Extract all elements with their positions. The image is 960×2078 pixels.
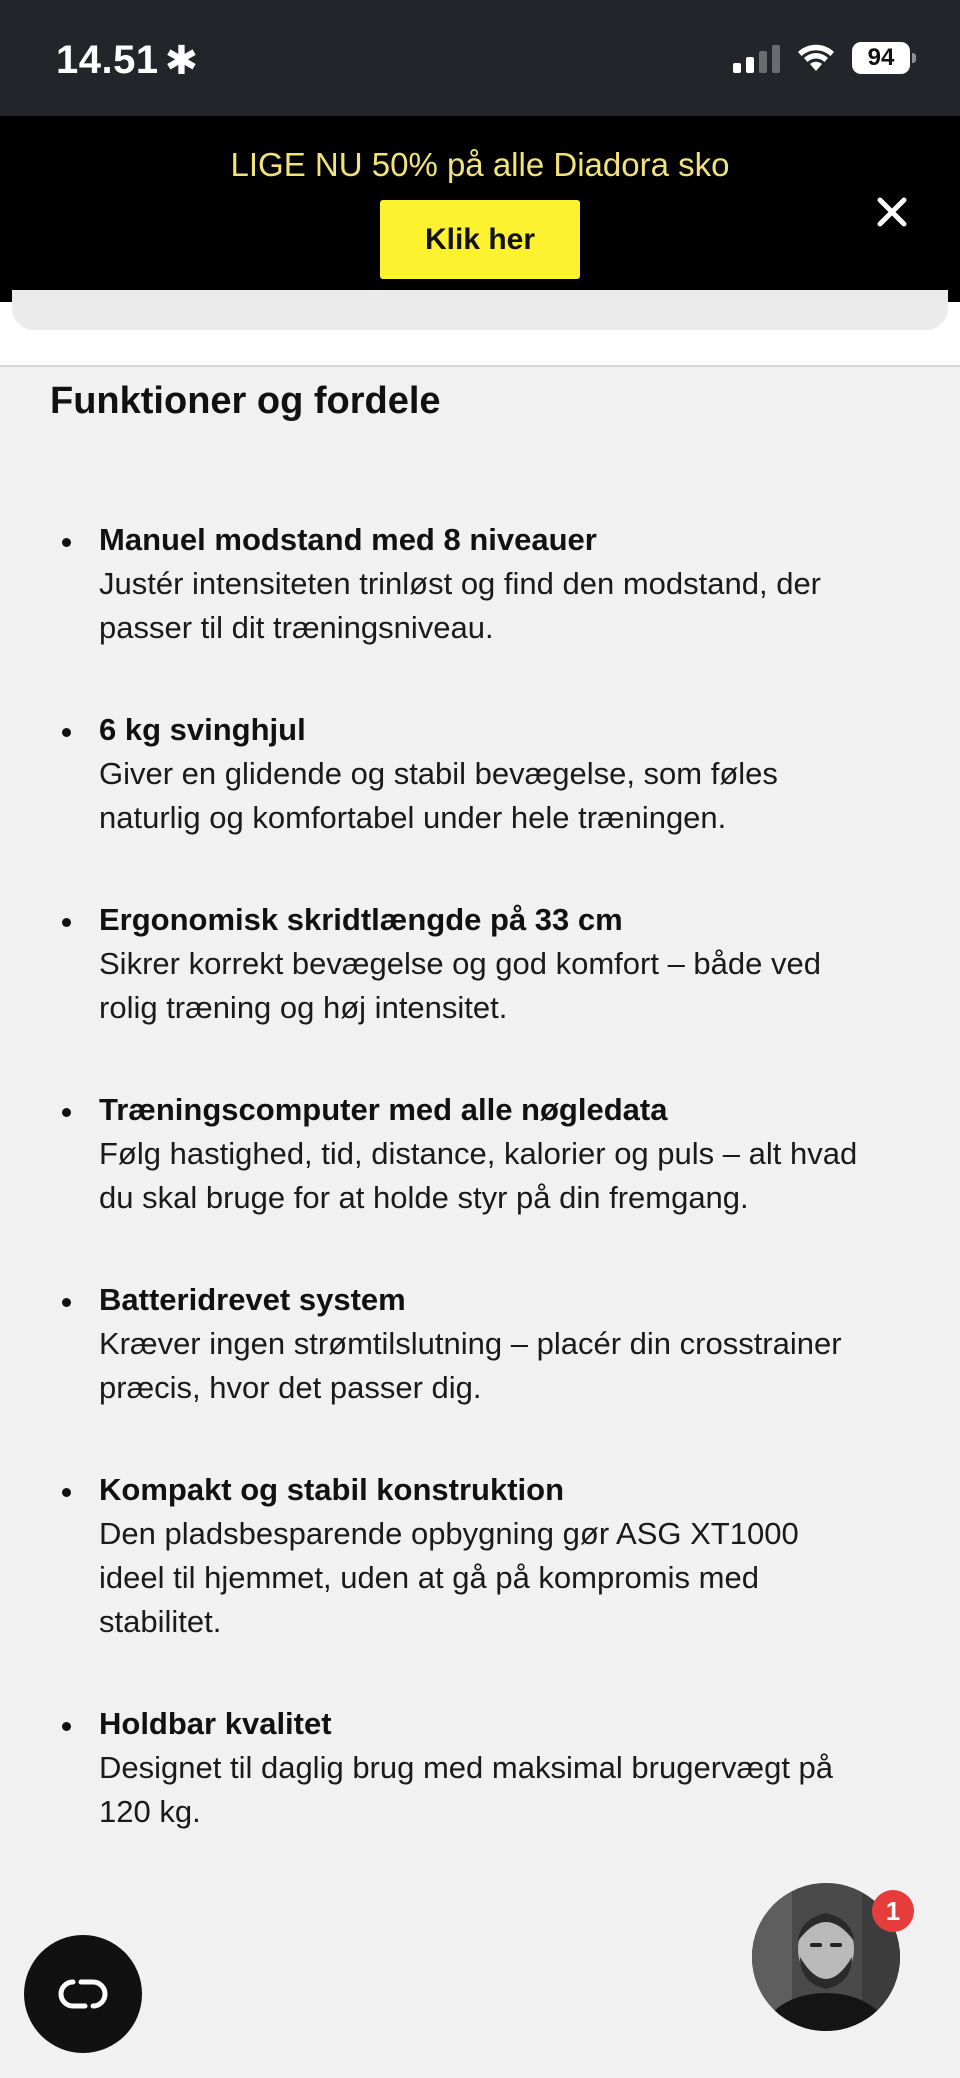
loop-logo-icon	[51, 1976, 115, 2012]
feature-item	[50, 708, 870, 840]
feature-title: Batteridrevet system	[99, 1282, 406, 1317]
wifi-icon	[796, 43, 836, 73]
section-title: Funktioner og fordele	[50, 380, 441, 422]
feature-description: Den pladsbesparende opbygning gør ASG XT1000 ideel til hjemmet, uden at gå på kompromis med stabilitet.	[99, 1516, 799, 1639]
feature-description: Giver en glidende og stabil bevægelse, som føles naturlig og komfortabel under hele træningen.	[99, 756, 778, 835]
feature-title: Kompakt og stabil konstruktion	[99, 1472, 565, 1507]
feature-description: Følg hastighed, tid, distance, kalorier og puls – alt hvad du skal bruge for at holde styr på din fremgang.	[99, 1136, 858, 1215]
feature-description: Sikrer korrekt bevægelse og god komfort – både ved rolig træning og høj intensitet.	[99, 946, 821, 1025]
feature-title: 6 kg svinghjul	[99, 712, 306, 747]
promo-cta-button[interactable]: Klik her	[380, 200, 580, 279]
status-time	[56, 38, 199, 83]
feature-item	[50, 1278, 870, 1410]
cellular-signal-icon	[733, 43, 780, 73]
asterisk-icon: ✱	[164, 38, 199, 83]
feature-title: Manuel modstand med 8 niveauer	[99, 522, 597, 557]
promo-banner	[0, 116, 960, 302]
feature-title: Træningscomputer med alle nøgledata	[99, 1092, 668, 1127]
feature-item	[50, 1088, 870, 1220]
promo-text: LIGE NU 50% på alle Diadora sko	[230, 146, 730, 183]
battery-icon	[852, 42, 910, 74]
close-icon[interactable]	[872, 192, 912, 232]
feature-list	[50, 518, 870, 1834]
feature-item	[50, 1468, 870, 1644]
card-edge	[12, 290, 948, 330]
feature-description: Kræver ingen strømtilslutning – placér din crosstrainer præcis, hvor det passer dig.	[99, 1326, 842, 1405]
feature-description: Justér intensiteten trinløst og find den modstand, der passer til dit træningsniveau.	[99, 566, 822, 645]
feature-title: Holdbar kvalitet	[99, 1706, 332, 1741]
feature-item	[50, 898, 870, 1030]
battery-level: 94	[867, 44, 895, 71]
status-bar	[0, 0, 960, 116]
section-divider	[0, 365, 960, 367]
loop-widget-button[interactable]	[24, 1935, 142, 2053]
feature-item	[50, 518, 870, 650]
status-indicators	[733, 42, 910, 74]
clock-text: 14.51	[56, 38, 159, 82]
notification-badge: 1	[872, 1890, 914, 1932]
feature-item	[50, 1702, 870, 1834]
feature-title: Ergonomisk skridtlængde på 33 cm	[99, 902, 623, 937]
feature-description: Designet til daglig brug med maksimal brugervægt på 120 kg.	[99, 1750, 834, 1829]
